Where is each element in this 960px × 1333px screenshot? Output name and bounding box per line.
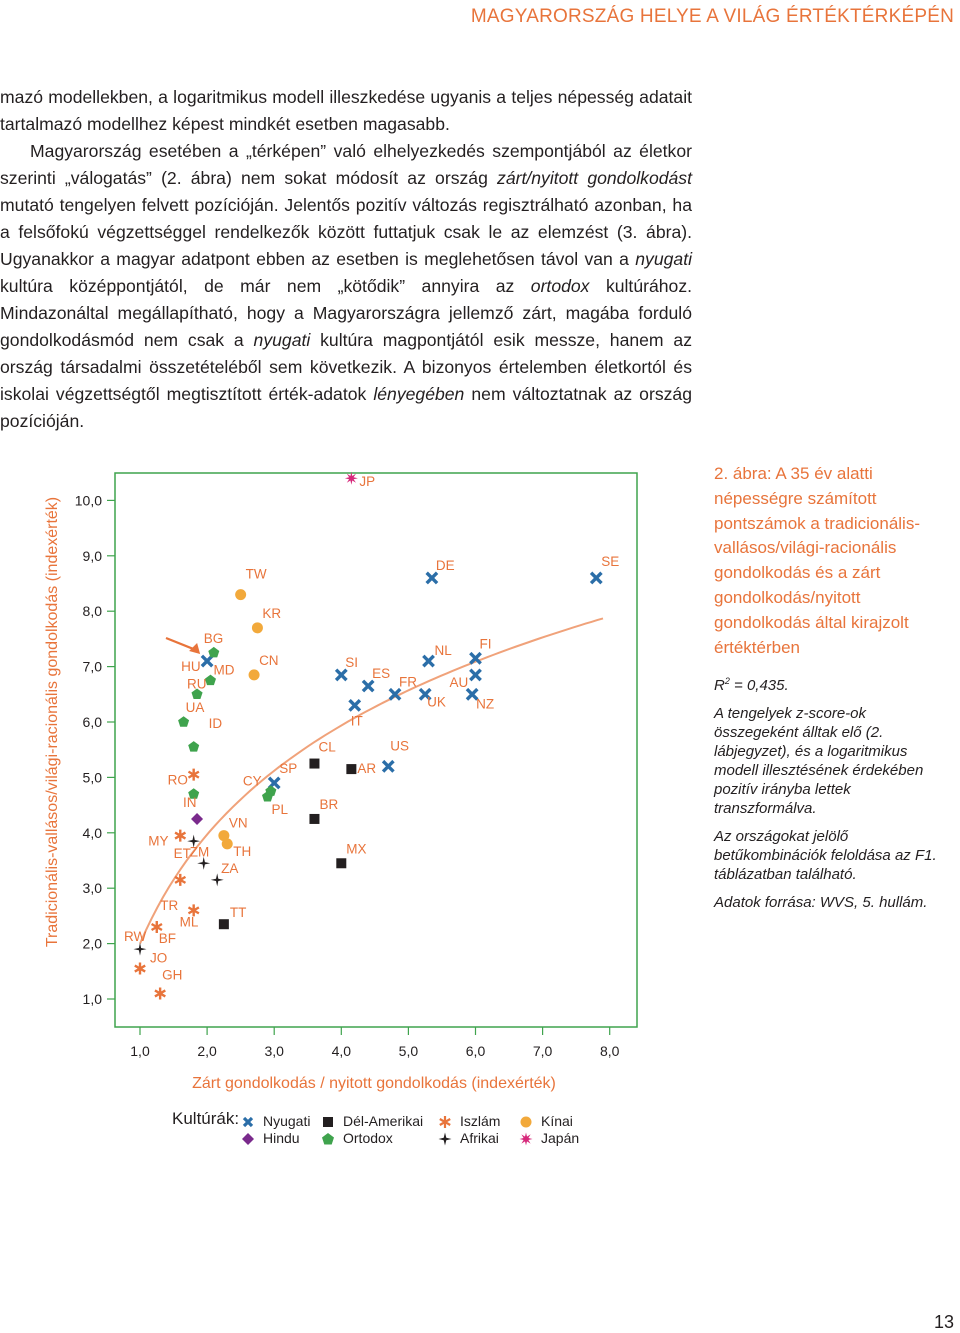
- point-nl: [425, 657, 433, 665]
- point-label-zm: ZM: [189, 844, 210, 860]
- point-gh: [155, 987, 165, 999]
- running-head: MAGYARORSZÁG HELYE A VILÁG ÉRTÉKTÉRKÉPÉN: [470, 6, 954, 27]
- page-number: 13: [933, 1312, 954, 1332]
- point-label-jp: JP: [359, 474, 376, 490]
- point-label-ar: AR: [357, 761, 377, 777]
- legend-item-japán: [541, 1130, 579, 1146]
- point-label-my: MY: [148, 833, 169, 849]
- x-tick-label: 8,0: [599, 1043, 620, 1059]
- point-label-tr: TR: [160, 897, 179, 913]
- point-label-es: ES: [372, 665, 391, 681]
- y-tick-label: 4,0: [82, 824, 102, 841]
- y-tick-label: 8,0: [82, 603, 102, 620]
- caption-note-source: Adatok forrása: WVS, 5. hullám.: [714, 894, 928, 912]
- diamond-marker-icon: [241, 1132, 255, 1146]
- x-tick-label: 2,0: [197, 1043, 217, 1059]
- point-label-th: TH: [233, 843, 252, 859]
- point-label-nl: NL: [434, 643, 452, 659]
- point-label-jo: JO: [150, 950, 168, 966]
- point-tw: [235, 589, 246, 600]
- x-tick-label: 3,0: [264, 1043, 284, 1059]
- legend-label: Hindu: [263, 1130, 300, 1146]
- point-it: [351, 701, 359, 709]
- y-axis-label: Tradicionális-vallásos/világi-racionális gondolkodás (indexérték): [44, 496, 61, 948]
- highlight-arrow: [166, 638, 196, 650]
- point-label-de: DE: [435, 557, 455, 573]
- legend-label: Iszlám: [460, 1113, 501, 1129]
- point-label-si: SI: [345, 654, 359, 670]
- point-br: [309, 814, 319, 824]
- point-label-kr: KR: [262, 605, 282, 621]
- legend-item-ortodox: [343, 1130, 393, 1146]
- point-label-cy: CY: [242, 773, 262, 789]
- legend-item-dél-amerikai: [343, 1113, 423, 1129]
- point-my: [175, 830, 185, 842]
- point-label-nz: NZ: [476, 696, 495, 712]
- point-tt: [219, 919, 229, 929]
- y-tick-label: 6,0: [82, 714, 102, 730]
- paragraph-2: Magyarország esetében a „térképen” való elhelyezkedés szempontjából az életkor szerinti „válogatás” (2. ábra) nem sokat módosít az ország zárt/nyitott gondolkodást mutató tengelyen felvett pozícióján. Jelentős pozitív változás regisztrálható azonban, ha a felsőfokú végzettséggel rendelkezők között futtatjuk csak le az elemzést (3. ábra). Ugyanakkor a magyar adatpont ebben az esetben is meglehetősen távol van a nyugati kultúra középpontjától, de már nem „kötődik” annyira az ortodox kultúrához. Mindazonáltal megállapítható, hogy a Magyarországra jellemző zárt, magába forduló gondolkodásmód nem csak a nyugati kultúra magpontjától esik messze, hanem az ország társadalmi összetételéből sem következik. A bizonyos értelemben életkortól és iskolai végzettségtől megtisztított érték-adatok lényegében nem változtatnak az ország pozícióján.: [0, 141, 693, 431]
- x-axis-label: Zárt gondolkodás / nyitott gondolkodás (indexérték): [192, 1075, 556, 1092]
- asterisk-marker-icon: [438, 1115, 452, 1129]
- point-label-id: ID: [208, 715, 223, 731]
- point-label-bf: BF: [158, 930, 177, 946]
- y-tick-label: 10,0: [74, 492, 102, 509]
- circle-marker-icon: [519, 1115, 533, 1129]
- y-tick-label: 1,0: [82, 991, 102, 1007]
- caption-note-codes: Az országokat jelölő betűkombinációk feloldása az F1. táblázatban található.: [714, 828, 937, 884]
- point-si: [337, 671, 345, 679]
- point-label-gh: GH: [162, 967, 183, 983]
- point-rw: [134, 943, 147, 956]
- point-label-ua: UA: [185, 700, 205, 715]
- legend-item-iszlám: [460, 1113, 500, 1129]
- figure-caption: [714, 462, 954, 921]
- point-ua: [178, 716, 189, 727]
- point-label-sp: SP: [279, 760, 298, 776]
- scatter-chart: [0, 460, 700, 1110]
- point-label-vn: VN: [228, 815, 248, 831]
- point-mx: [336, 858, 346, 868]
- point-se: [592, 574, 600, 582]
- point-de: [428, 574, 436, 582]
- point-label-tw: TW: [245, 566, 267, 582]
- point-label-fi: FI: [479, 636, 492, 652]
- caption-note-axes: A tengelyek z-score-ok összegeként álltak elő (2. lábjegyzet), és a logaritmikus modell illesztésének érdekében pozitív irányba lettek transzformálva.: [714, 705, 924, 818]
- point-hu: [203, 657, 211, 665]
- point-label-cl: CL: [318, 739, 336, 755]
- x-tick-label: 7,0: [532, 1043, 553, 1059]
- point-label-in: IN: [183, 794, 197, 810]
- legend-label: Kínai: [541, 1113, 573, 1129]
- point-label-ru: RU: [187, 676, 207, 692]
- legend-item-afrikai: [460, 1130, 499, 1146]
- x-tick-label: 6,0: [465, 1043, 486, 1059]
- y-tick-label: 5,0: [82, 769, 102, 786]
- point-kr: [252, 622, 263, 633]
- star4-marker-icon: [438, 1132, 452, 1146]
- point-label-fr: FR: [398, 674, 417, 690]
- point-jo: [135, 963, 145, 975]
- point-label-et: ET: [173, 846, 191, 862]
- point-label-pl: PL: [271, 801, 289, 817]
- point-label-us: US: [390, 738, 410, 754]
- x-marker-icon: [241, 1115, 255, 1129]
- r-squared-note: $R^2 = 0,435$.: [714, 676, 789, 695]
- point-ar: [346, 764, 356, 774]
- point-label-za: ZA: [221, 860, 239, 876]
- point-label-md: MD: [213, 662, 235, 678]
- body-text: [0, 84, 692, 435]
- point-es: [364, 682, 372, 690]
- legend-title: Kultúrák:: [172, 1109, 240, 1128]
- legend-label: Dél-Amerikai: [343, 1113, 424, 1129]
- point-cn: [249, 669, 260, 680]
- legend-label: Ortodox: [343, 1130, 393, 1146]
- point-label-br: BR: [319, 796, 339, 812]
- point-us: [384, 762, 392, 770]
- point-label-ml: ML: [179, 914, 199, 930]
- point-bg: [208, 647, 219, 658]
- x-tick-label: 5,0: [398, 1043, 419, 1059]
- point-label-uk: UK: [427, 694, 446, 710]
- y-tick-label: 7,0: [82, 658, 102, 675]
- legend-item-hindu: [263, 1130, 300, 1146]
- point-th: [222, 838, 233, 849]
- legend-item-kínai: [541, 1113, 573, 1129]
- starburst-marker-icon: [519, 1132, 533, 1146]
- point-label-se: SE: [601, 553, 620, 569]
- point-label-mx: MX: [346, 841, 367, 857]
- point-label-bg: BG: [203, 630, 224, 646]
- legend-item-nyugati: [263, 1113, 310, 1129]
- legend-label: Japán: [541, 1130, 580, 1146]
- point-label-tt: TT: [229, 905, 247, 921]
- paragraph-1: mazó modellekben, a logaritmikus modell illeszkedése ugyanis a teljes népesség adatait tartalmazó modellhez képest mindkét esetben magasabb.: [0, 87, 692, 134]
- point-ro: [188, 769, 198, 781]
- point-nz: [468, 690, 476, 698]
- y-tick-label: 2,0: [82, 935, 102, 952]
- pentagon-marker-icon: [321, 1132, 335, 1146]
- point-label-it: IT: [350, 713, 363, 729]
- point-label-rw: RW: [124, 929, 147, 945]
- point-label-au: AU: [449, 674, 469, 690]
- point-jp: [345, 472, 358, 485]
- legend-label: Nyugati: [263, 1113, 311, 1129]
- point-au: [472, 671, 480, 679]
- y-tick-label: 3,0: [82, 880, 102, 897]
- point-id: [188, 741, 199, 752]
- legend-label: Afrikai: [460, 1130, 499, 1146]
- y-tick-label: 9,0: [82, 547, 102, 564]
- caption-title: 2. ábra: A 35 év alatti népességre számított pontszámok a tradicionális-vallásos/világi-racionális gondolkodás és a zárt gondolkodás/nyitott gondolkodás által kirajzolt értéktérben: [714, 464, 920, 657]
- point-label-hu: HU: [181, 659, 201, 675]
- point-cl: [309, 759, 319, 769]
- x-tick-label: 1,0: [130, 1043, 150, 1059]
- point-sp: [270, 779, 278, 787]
- point-label-ro: RO: [167, 772, 188, 788]
- square-marker-icon: [321, 1115, 335, 1129]
- x-tick-label: 4,0: [331, 1043, 352, 1059]
- point-label-cn: CN: [259, 652, 279, 668]
- point-in: [191, 813, 203, 825]
